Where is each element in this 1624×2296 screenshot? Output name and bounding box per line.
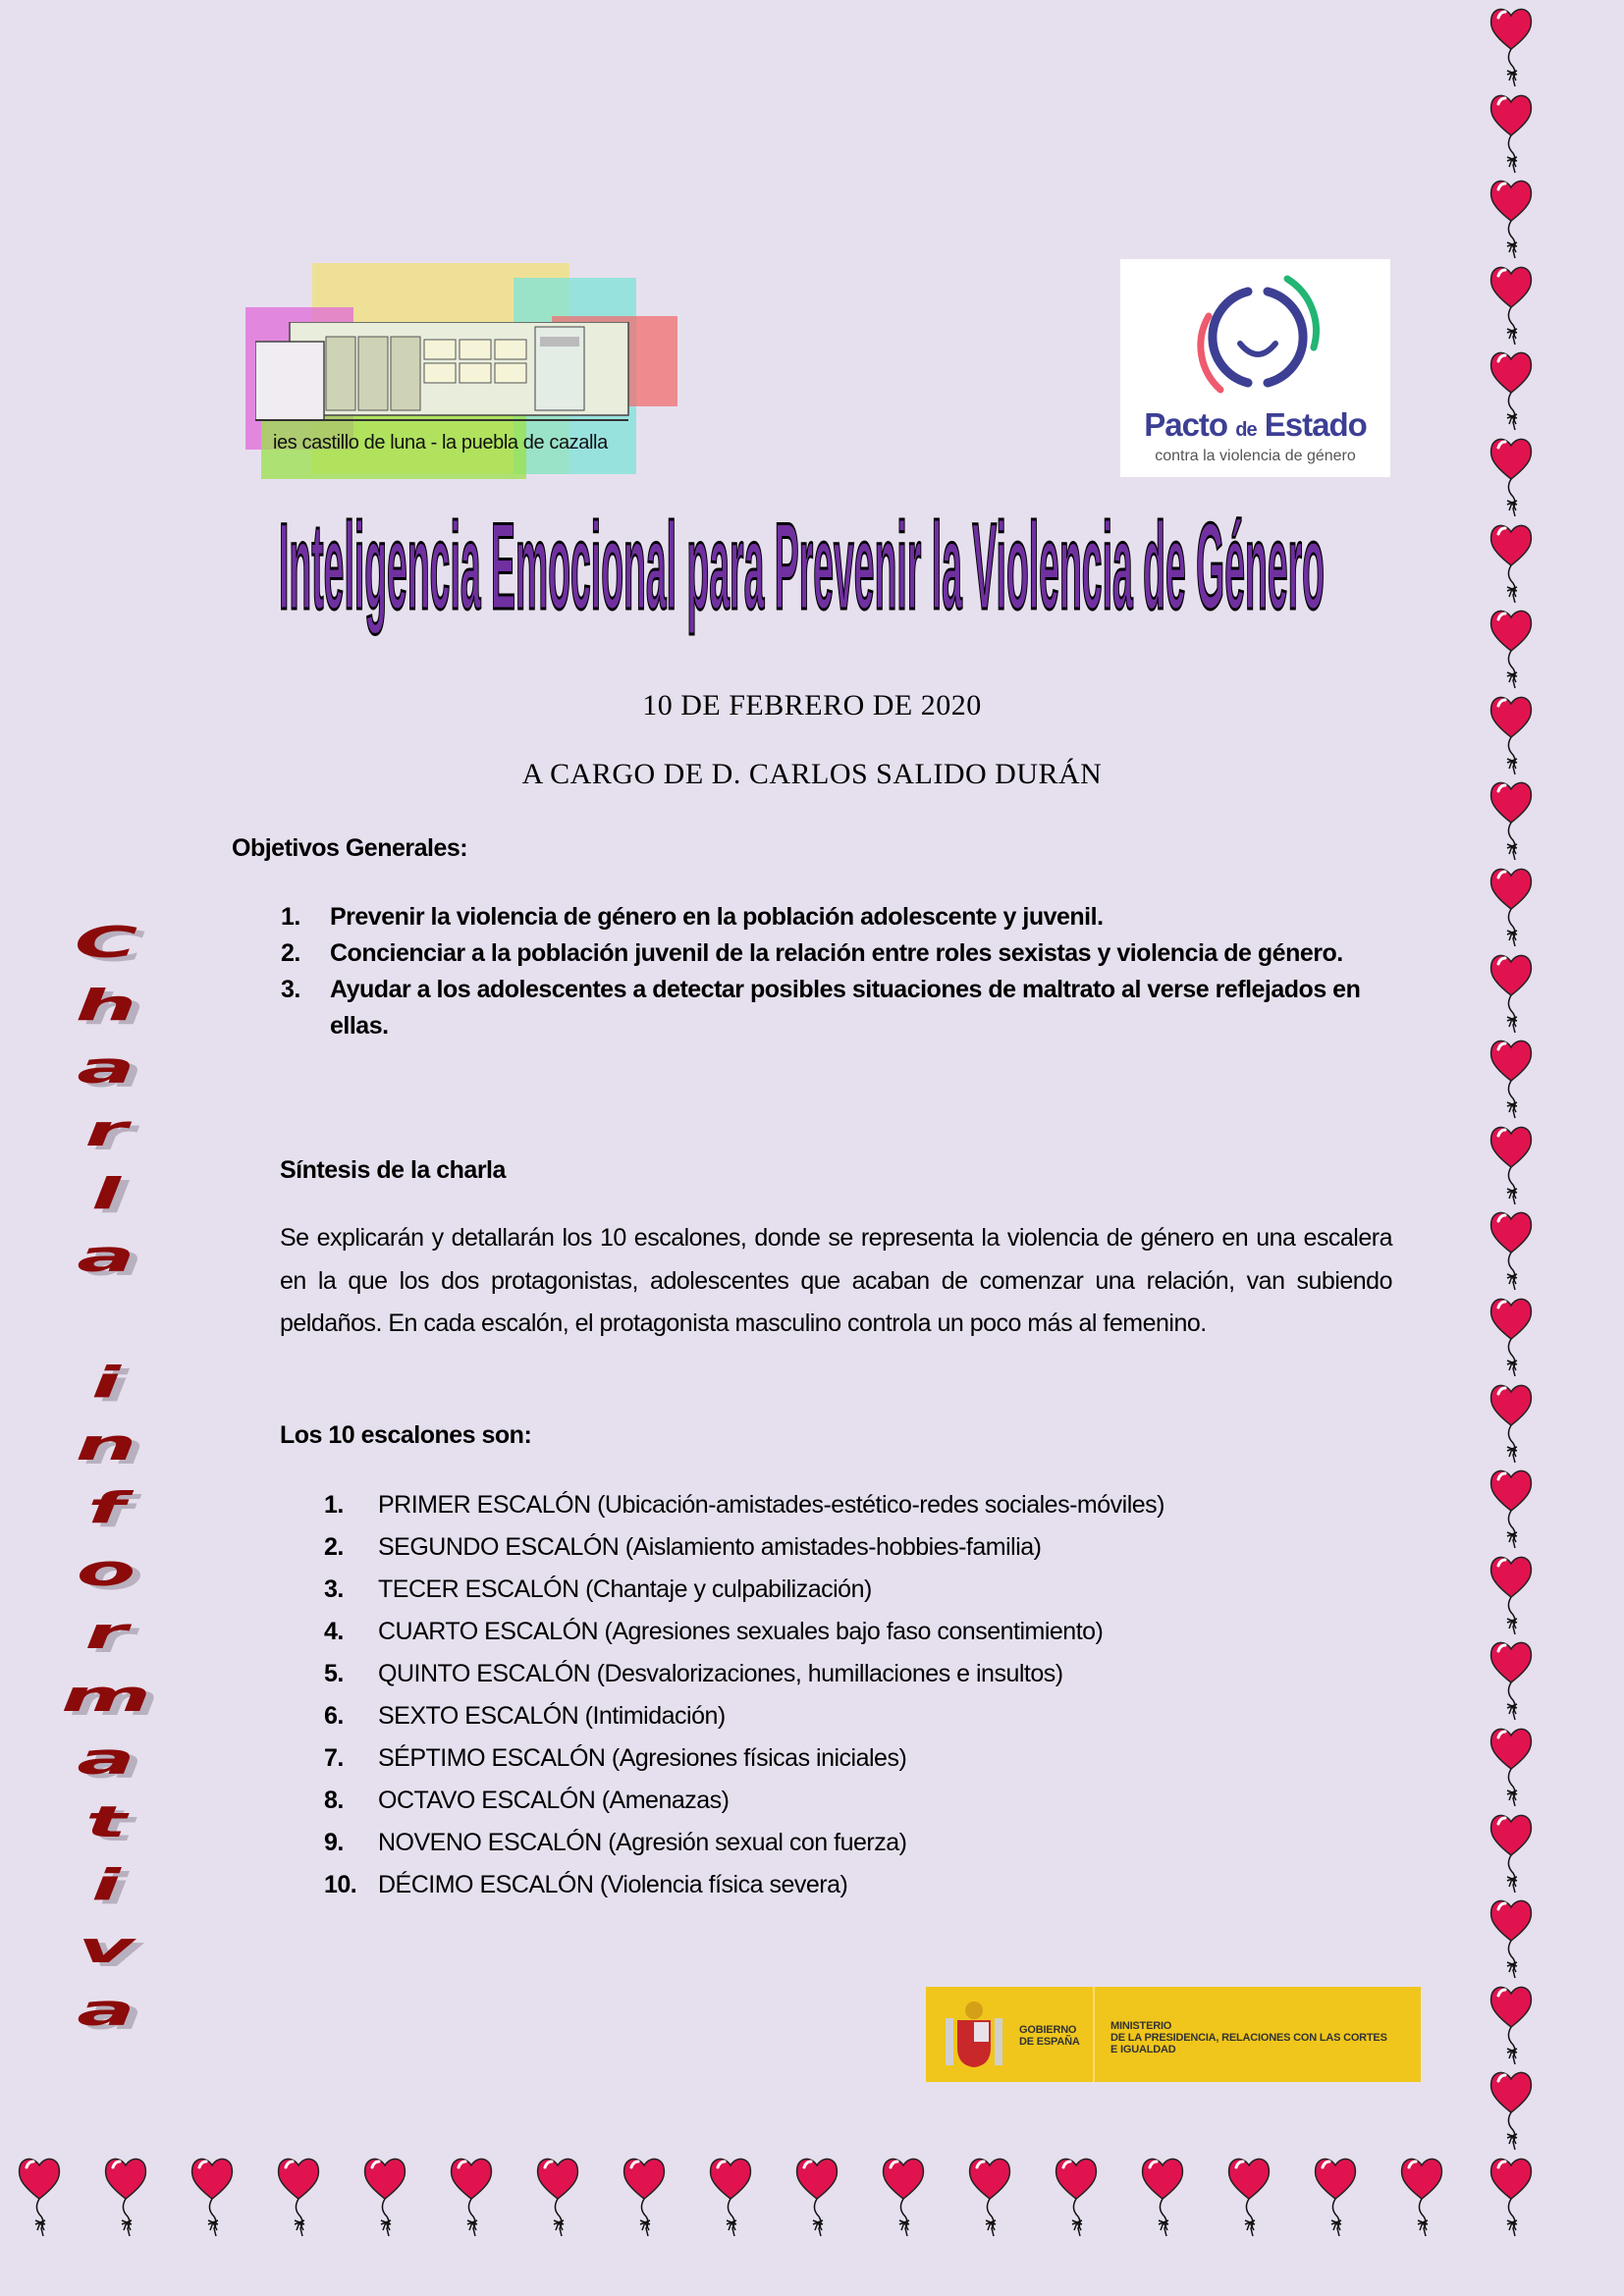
speaker: A CARGO DE D. CARLOS SALIDO DURÁN [521, 758, 1103, 790]
heart-balloon-icon [1489, 2069, 1533, 2152]
heart-balloon-icon [1489, 1726, 1533, 1808]
item-number: 1. [281, 903, 300, 931]
heart-balloon-icon [1489, 1984, 1533, 2066]
heart-balloon-icon [1489, 1038, 1533, 1120]
heart-balloon-icon [536, 2156, 579, 2238]
gobierno-espana-logo [926, 1987, 1421, 2082]
school-building-icon [255, 322, 638, 430]
item-number: 6. [324, 1702, 344, 1730]
item-text: SEXTO ESCALÓN (Intimidación) [378, 1702, 726, 1730]
heart-balloon-icon [1400, 2156, 1443, 2238]
heart-balloon-icon [1489, 779, 1533, 862]
item-number: 9. [324, 1829, 344, 1856]
heart-balloon-icon [1055, 2156, 1098, 2238]
heart-balloon-icon [104, 2156, 147, 2238]
heart-balloon-icon [1489, 1209, 1533, 1292]
gov-label: DE ESPAÑA [1019, 2036, 1080, 2048]
heart-balloon-icon [1489, 608, 1533, 690]
heart-balloon-icon [1489, 436, 1533, 518]
item-number: 7. [324, 1744, 344, 1772]
heart-balloon-icon [1489, 1382, 1533, 1465]
synthesis-heading: Síntesis de la charla [280, 1156, 506, 1184]
heart-balloon-icon [1489, 178, 1533, 260]
heart-balloon-icon [1489, 1554, 1533, 1636]
item-number: 5. [324, 1660, 344, 1687]
heart-balloon-icon [1489, 2156, 1533, 2238]
step-item [324, 1611, 1164, 1653]
heart-balloon-icon [1227, 2156, 1271, 2238]
objectives-list [281, 899, 1390, 1044]
heart-balloon-icon [1489, 1639, 1533, 1722]
heart-balloon-icon [1489, 522, 1533, 605]
item-text: Ayudar a los adolescentes a detectar posibles situaciones de maltrato al verse reflejados en ellas. [330, 976, 1361, 1040]
school-caption: ies castillo de luna - la puebla de cazalla [273, 432, 608, 454]
heart-balloon-icon [623, 2156, 666, 2238]
item-number: 3. [324, 1575, 344, 1603]
heart-balloon-icon [450, 2156, 493, 2238]
heart-balloon-icon [968, 2156, 1011, 2238]
heart-balloon-icon [1489, 6, 1533, 88]
objectives-heading: Objetivos Generales: [232, 834, 468, 862]
pacto-de-estado-logo [1120, 259, 1390, 477]
event-date: 10 DE FEBRERO DE 2020 [642, 689, 982, 721]
step-item [324, 1864, 1164, 1906]
item-text: OCTAVO ESCALÓN (Amenazas) [378, 1787, 730, 1814]
heart-balloon-icon [190, 2156, 234, 2238]
step-item [324, 1526, 1164, 1569]
step-item [324, 1484, 1164, 1526]
step-item [324, 1780, 1164, 1822]
objective-item [281, 972, 1390, 1044]
gov-label: GOBIERNO [1019, 2024, 1077, 2036]
item-text: Prevenir la violencia de género en la población adolescente y juvenil. [330, 903, 1104, 931]
step-item [324, 1737, 1164, 1780]
heart-balloon-icon [1489, 866, 1533, 948]
heart-balloon-icon [1489, 264, 1533, 347]
objective-item [281, 935, 1390, 972]
item-text: PRIMER ESCALÓN (Ubicación-amistades-estético-redes sociales-móviles) [378, 1491, 1164, 1519]
smile-circle-icon [1179, 267, 1336, 409]
objective-item [281, 899, 1390, 935]
heart-balloon-icon [1314, 2156, 1357, 2238]
item-number: 2. [324, 1533, 344, 1561]
heart-balloon-icon [1489, 349, 1533, 432]
main-title [275, 496, 1330, 667]
item-text: QUINTO ESCALÓN (Desvalorizaciones, humillaciones e insultos) [378, 1660, 1063, 1687]
steps-heading: Los 10 escalones son: [280, 1421, 532, 1449]
step-item [324, 1695, 1164, 1737]
item-text: DÉCIMO ESCALÓN (Violencia física severa) [378, 1871, 848, 1898]
steps-list [324, 1484, 1164, 1906]
item-number: 4. [324, 1618, 344, 1645]
heart-balloon-icon [1489, 952, 1533, 1035]
heart-balloon-icon [1489, 92, 1533, 175]
pacto-title: Pacto de Estado [1144, 406, 1367, 443]
side-banner-charla-informativa: Charla informativa [56, 918, 156, 2049]
heart-balloon-icon [1489, 1296, 1533, 1378]
ministry-label: MINISTERIO [1110, 2020, 1172, 2032]
heart-balloon-icon [1489, 1812, 1533, 1895]
heart-balloon-icon [1489, 694, 1533, 776]
heart-balloon-icon [1141, 2156, 1184, 2238]
item-number: 8. [324, 1787, 344, 1814]
heart-balloon-icon [795, 2156, 839, 2238]
coat-of-arms-icon [944, 2001, 1004, 2069]
heart-balloon-icon [709, 2156, 752, 2238]
item-number: 10. [324, 1871, 357, 1898]
ministry-label: E IGUALDAD [1110, 2044, 1176, 2056]
item-number: 3. [281, 976, 300, 1003]
item-text: Concienciar a la población juvenil de la relación entre roles sexistas y violencia de género. [330, 939, 1343, 967]
item-text: CUARTO ESCALÓN (Agresiones sexuales bajo faso consentimiento) [378, 1618, 1104, 1645]
item-text: SEGUNDO ESCALÓN (Aislamiento amistades-hobbies-familia) [378, 1533, 1042, 1561]
item-text: SÉPTIMO ESCALÓN (Agresiones físicas iniciales) [378, 1744, 907, 1772]
heart-balloon-icon [18, 2156, 61, 2238]
synthesis-paragraph: Se explicarán y detallarán los 10 escalones, donde se representa la violencia de género en una escalera en la que los dos protagonistas, adolescentes que acaban de comenzar una relación, van subiendo peldaños. En cada escalón, el protagonista masculino controla un poco más al femenino. [280, 1224, 1392, 1337]
main-title-text: Inteligencia Emocional para Prevenir la Violencia de Género [279, 499, 1325, 635]
heart-balloon-icon [363, 2156, 406, 2238]
heart-balloon-icon [882, 2156, 925, 2238]
item-text: NOVENO ESCALÓN (Agresión sexual con fuerza) [378, 1829, 907, 1856]
step-item [324, 1569, 1164, 1611]
heart-balloon-icon [277, 2156, 320, 2238]
ministry-label: DE LA PRESIDENCIA, RELACIONES CON LAS CORTES [1110, 2032, 1387, 2044]
step-item [324, 1822, 1164, 1864]
item-text: TECER ESCALÓN (Chantaje y culpabilización) [378, 1575, 872, 1603]
heart-balloon-icon [1489, 1124, 1533, 1206]
item-number: 1. [324, 1491, 344, 1519]
heart-balloon-icon [1489, 1468, 1533, 1550]
item-number: 2. [281, 939, 300, 967]
school-logo [245, 263, 677, 479]
step-item [324, 1653, 1164, 1695]
pacto-subtitle: contra la violencia de género [1155, 448, 1356, 464]
heart-balloon-icon [1489, 1897, 1533, 1980]
